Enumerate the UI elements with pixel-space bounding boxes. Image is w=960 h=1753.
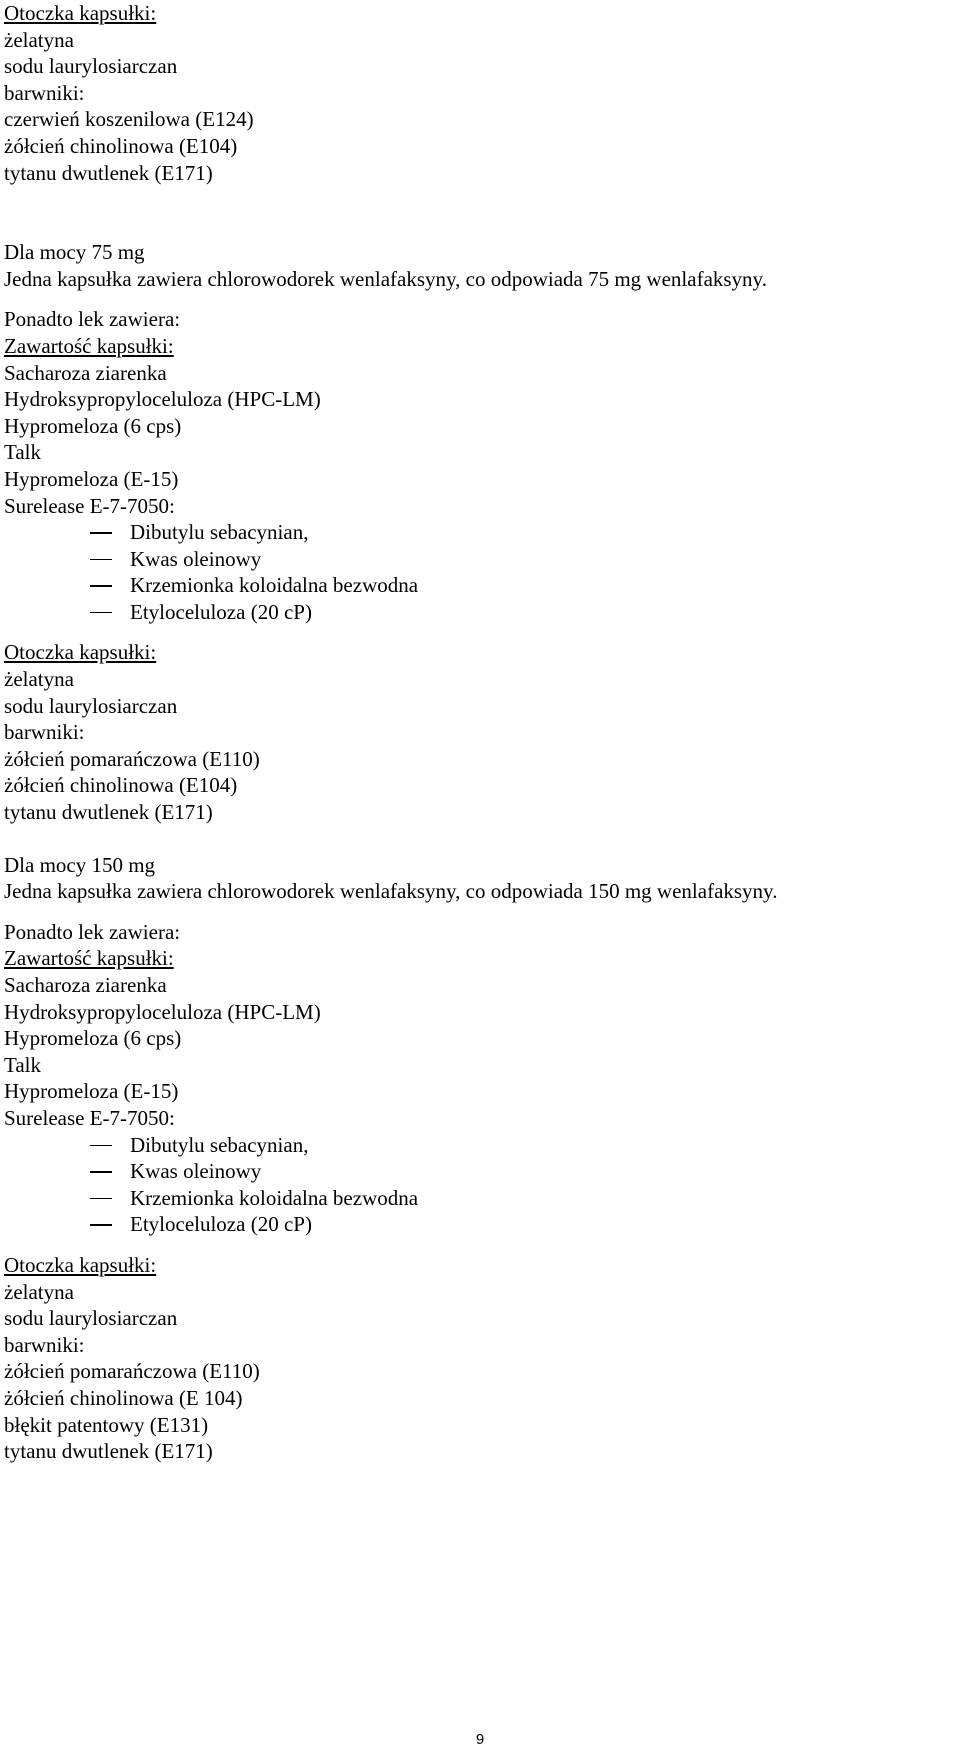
dash-list-item: Dibutylu sebacynian, bbox=[130, 1132, 309, 1157]
spacer bbox=[4, 1238, 954, 1252]
list-item: Hypromeloza (6 cps) bbox=[4, 413, 182, 438]
list-item: tytanu dwutlenek (E171) bbox=[4, 800, 213, 825]
list-item: Hydroksypropyloceluloza (HPC-LM) bbox=[4, 387, 321, 412]
list-item: barwniki: bbox=[4, 1332, 85, 1357]
dash-list-item: Etyloceluloza (20 cP) bbox=[130, 1212, 312, 1237]
list-item: żółcień chinolinowa (E104) bbox=[4, 133, 238, 158]
list-item: Talk bbox=[4, 1052, 42, 1077]
list-item: Hypromeloza (6 cps) bbox=[4, 1026, 182, 1051]
list-item: żelatyna bbox=[4, 1279, 74, 1304]
dash-list-item: Kwas oleinowy bbox=[130, 1159, 262, 1184]
list-item: Hydroksypropyloceluloza (HPC-LM) bbox=[4, 999, 321, 1024]
dose-title-150: Dla mocy 150 mg bbox=[4, 852, 156, 877]
spacer bbox=[4, 905, 954, 919]
list-item: żelatyna bbox=[4, 667, 74, 692]
dash-list-item: Krzemionka koloidalna bezwodna bbox=[130, 1185, 419, 1210]
coating-heading-75: Otoczka kapsułki: bbox=[4, 640, 157, 665]
list-item: Hypromeloza (E-15) bbox=[4, 466, 179, 491]
list-item: Surelease E-7-7050: bbox=[4, 1105, 175, 1130]
content-heading-150: Zawartość kapsułki: bbox=[4, 946, 174, 971]
list-item: żółcień pomarańczowa (E110) bbox=[4, 746, 260, 771]
spacer bbox=[4, 625, 954, 639]
coating-heading-150: Otoczka kapsułki: bbox=[4, 1252, 157, 1277]
list-item: barwniki: bbox=[4, 720, 85, 745]
dash-list-item: Etyloceluloza (20 cP) bbox=[130, 599, 312, 624]
also-contains-150: Ponadto lek zawiera: bbox=[4, 919, 181, 944]
document-body bbox=[4, 0, 954, 1465]
content-heading-75: Zawartość kapsułki: bbox=[4, 333, 174, 358]
also-contains-75: Ponadto lek zawiera: bbox=[4, 307, 181, 332]
list-item: żółcień pomarańczowa (E110) bbox=[4, 1359, 260, 1384]
list-item: tytanu dwutlenek (E171) bbox=[4, 1439, 213, 1464]
dash-list-item: Krzemionka koloidalna bezwodna bbox=[130, 573, 419, 598]
dose-intro-150: Jedna kapsułka zawiera chlorowodorek wenlafaksyny, co odpowiada 150 mg wenlafaksyny. bbox=[4, 879, 778, 904]
coating-heading: Otoczka kapsułki: bbox=[4, 1, 157, 25]
list-item: Sacharoza ziarenka bbox=[4, 973, 167, 997]
dose-intro-75: Jedna kapsułka zawiera chlorowodorek wenlafaksyny, co odpowiada 75 mg wenlafaksyny. bbox=[4, 266, 767, 291]
list-item: Talk bbox=[4, 440, 42, 465]
list-item: sodu laurylosiarczan bbox=[4, 693, 178, 718]
list-item: czerwień koszenilowa (E124) bbox=[4, 107, 254, 132]
dose-title-75: Dla mocy 75 mg bbox=[4, 240, 145, 265]
list-item: Surelease E-7-7050: bbox=[4, 493, 175, 518]
spacer bbox=[4, 186, 954, 239]
page-number: 9 bbox=[475, 1731, 485, 1748]
list-item: sodu laurylosiarczan bbox=[4, 54, 178, 79]
list-item: barwniki: bbox=[4, 80, 85, 105]
list-item: żółcień chinolinowa (E 104) bbox=[4, 1385, 243, 1410]
list-item: błękit patentowy (E131) bbox=[4, 1412, 209, 1437]
spacer bbox=[4, 292, 954, 306]
list-item: Sacharoza ziarenka bbox=[4, 360, 167, 385]
list-item: żółcień chinolinowa (E104) bbox=[4, 773, 238, 798]
list-item: Hypromeloza (E-15) bbox=[4, 1079, 179, 1104]
dash-list-item: Dibutylu sebacynian, bbox=[130, 520, 309, 545]
list-item: sodu laurylosiarczan bbox=[4, 1306, 178, 1331]
list-item: żelatyna bbox=[4, 27, 74, 52]
dash-list-item: Kwas oleinowy bbox=[130, 546, 262, 571]
list-item: tytanu dwutlenek (E171) bbox=[4, 160, 213, 185]
spacer bbox=[4, 826, 954, 852]
